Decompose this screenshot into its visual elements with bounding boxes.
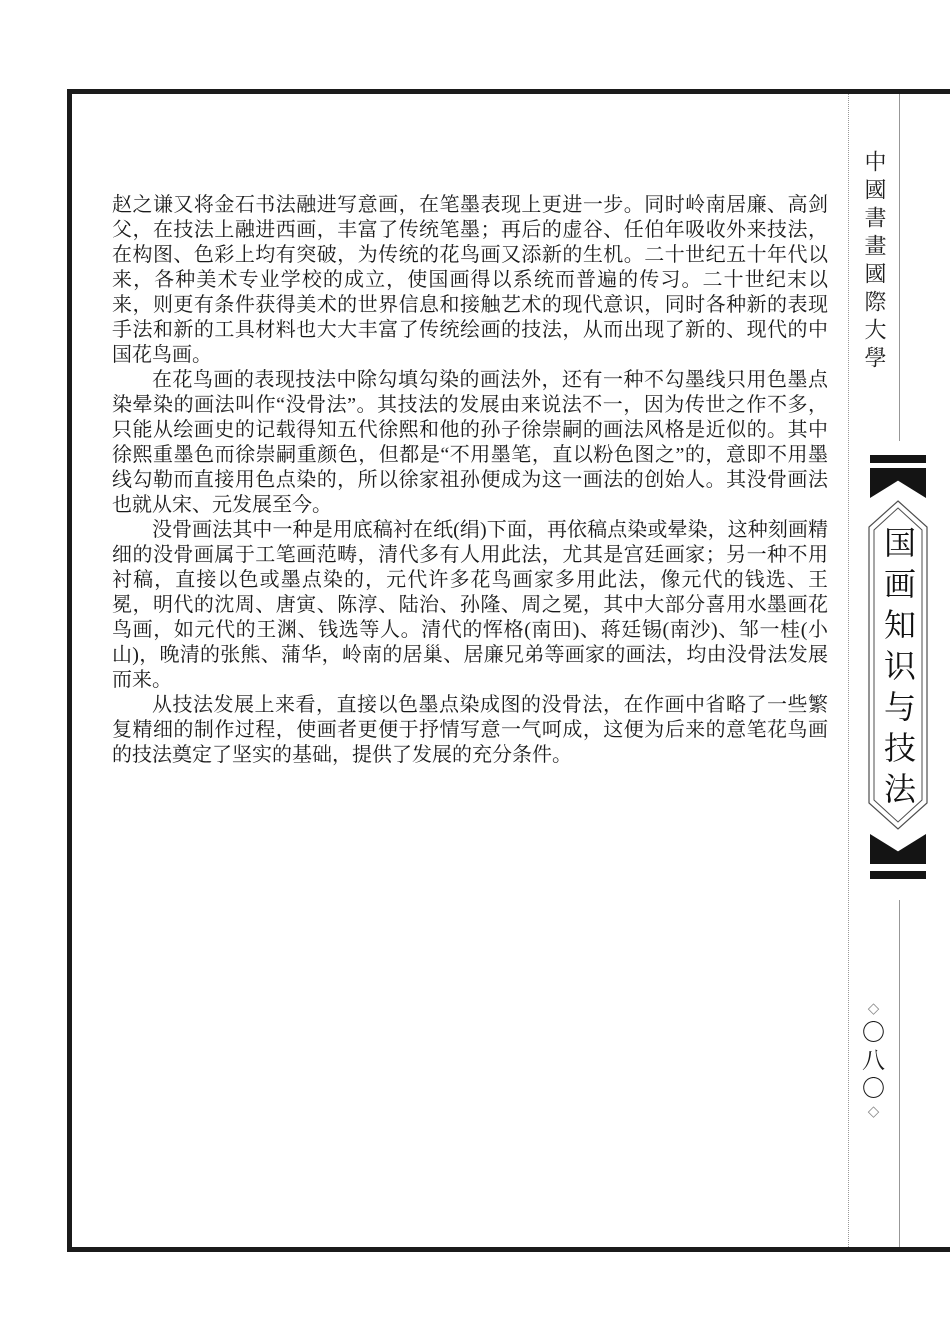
emblem-top-ribbon (870, 468, 926, 498)
paragraph: 没骨画法其中一种是用底稿衬在纸(绢)下面，再依稿点染或晕染，这种刻画精细的没骨画属于工笔画范畴，清代多有人用此法，尤其是宫廷画家；另一种不用衬稿，直接以色或墨点染的，元代许多花鸟画家多用此法，像元代的钱选、王冕，明代的沈周、唐寅、陈淳、陆治、孙隆、周之冕，其中大部分喜用水墨画花鸟画，如元代的王渊、钱选等人。清代的恽格(南田)、蒋廷锡(南沙)、邹一桂(小山)，晚清的张熊、蒲华，岭南的居巢、居廉兄弟等画家的画法，均由没骨法发展而来。 (112, 519, 828, 691)
university-title-vertical: 中國書畫國際大學 (862, 150, 887, 374)
page-number-digit: 〇 (862, 1076, 885, 1102)
paragraph: 在花鸟画的表现技法中除勾填勾染的画法外，还有一种不勾墨线只用色墨点染晕染的画法叫作“没骨法”。其技法的发展由来说法不一，因为传世之作不多，只能从绘画史的记载得知五代徐熙和他的孙子徐崇嗣的画法风格是近似的。其中徐熙重墨色而徐崇嗣重颜色，但都是“不用墨笔，直以粉色图之”的，意即不用墨线勾勒而直接用色点染的，所以徐家祖孙便成为这一画法的创始人。其没骨画法也就从宋、元发展至今。 (112, 369, 828, 516)
chapter-title: 国画知识与技法 (880, 525, 916, 813)
page-number-digit: 〇 (862, 1020, 885, 1045)
emblem-bottom-bar (870, 871, 926, 879)
emblem-top-bar (870, 455, 926, 463)
page-number (848, 1002, 899, 1120)
sidebar-divider-right-upper (899, 94, 900, 441)
diamond-ornament-bottom-icon: ◇ (867, 1104, 880, 1121)
diamond-ornament-top-icon: ◇ (867, 1001, 880, 1017)
paragraph: 从技法发展上来看，直接以色墨点染成图的没骨法，在作画中省略了一些繁复精细的制作过程，使画者更便于抒情写意一气呵成，这便为后来的意笔花鸟画的技法奠定了坚实的基础，提供了发展的充分条件。 (112, 694, 828, 766)
body-text-block (112, 193, 828, 768)
sidebar-divider-right-lower (899, 900, 900, 1247)
chapter-emblem (868, 455, 928, 879)
paragraph: 赵之谦又将金石书法融进写意画，在笔墨表现上更进一步。同时岭南居廉、高剑父，在技法上融进西画，丰富了传统笔墨；再后的虚谷、任伯年吸收外来技法，在构图、色彩上均有突破，为传统的花鸟画又添新的生机。二十世纪五十年代以来，各种美术专业学校的成立，使国画得以系统而普遍的传习。二十世纪末以来，则更有条件获得美术的世界信息和接触艺术的现代意识，同时各种新的表现手法和新的工具材料也大大丰富了传统绘画的技法，从而出现了新的、现代的中国花鸟画。 (112, 194, 828, 366)
chapter-title-box (868, 500, 928, 830)
page-number-digit: 八 (862, 1048, 885, 1074)
emblem-bottom-ribbon (870, 834, 926, 864)
